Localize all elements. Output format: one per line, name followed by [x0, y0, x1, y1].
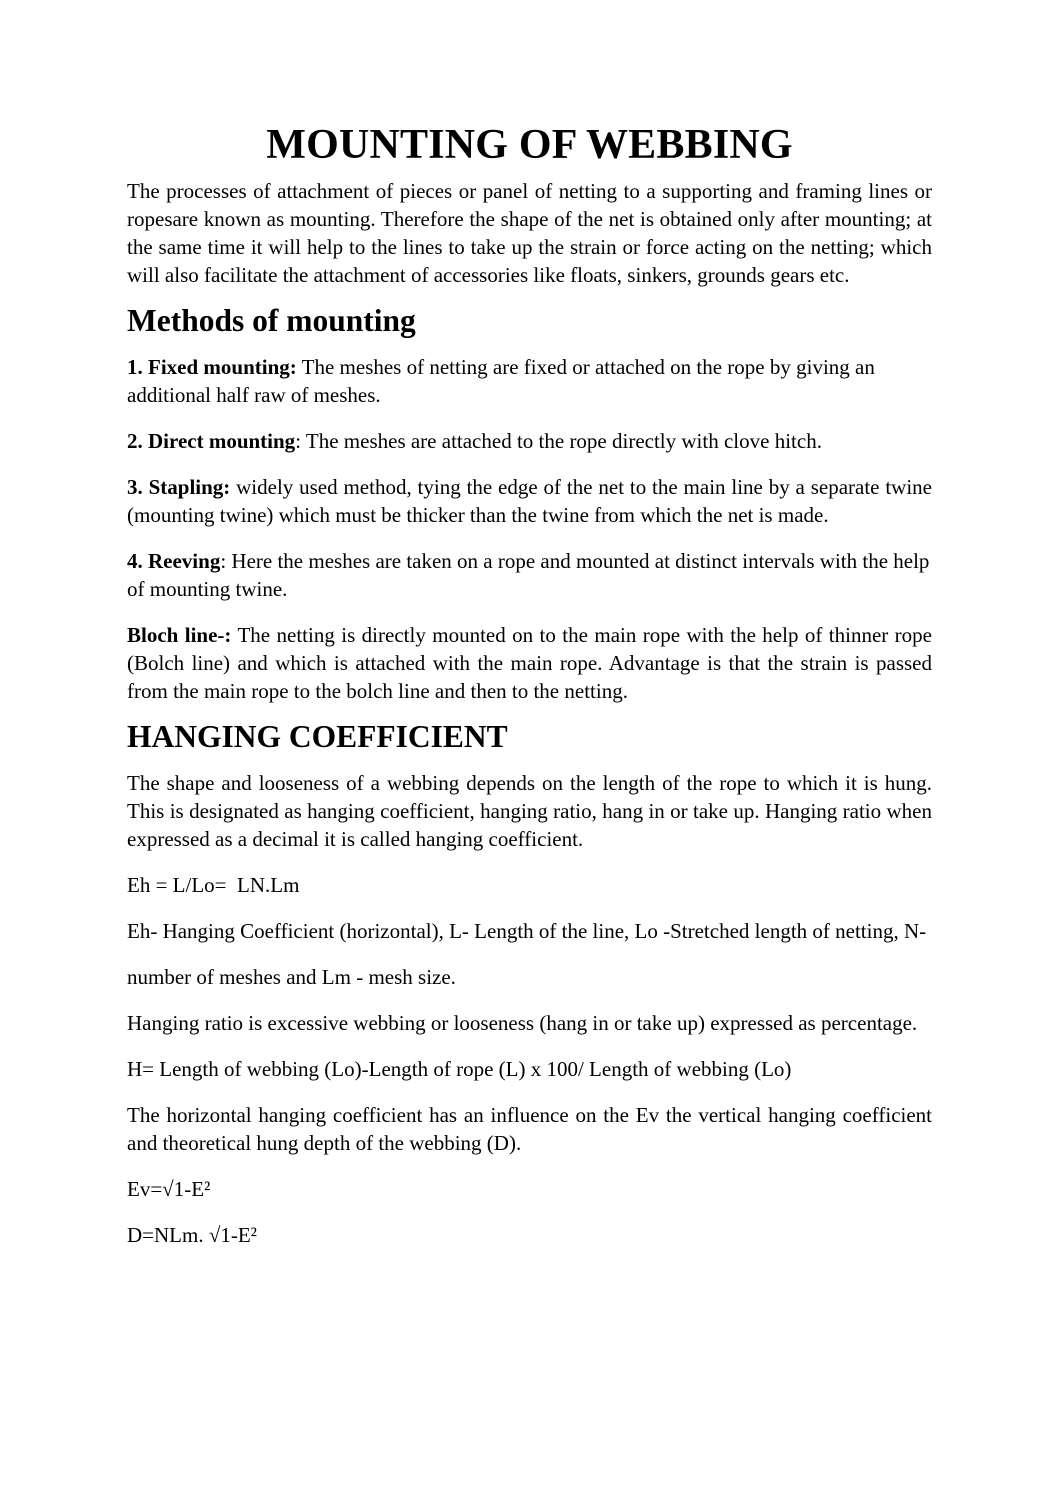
- method-reeving-lead: 4. Reeving: [127, 549, 221, 573]
- method-reeving-text: : Here the meshes are taken on a rope and mounted at distinct intervals with the help of mounting twine.: [127, 549, 930, 601]
- formula-h: H= Length of webbing (Lo)-Length of rope (L) x 100/ Length of webbing (Lo): [127, 1057, 792, 1081]
- methods-heading: Methods of mounting: [127, 303, 416, 338]
- bloch-line-paragraph: [127, 621, 932, 705]
- formula-eh: Eh = L/Lo= LN.Lm: [127, 873, 300, 897]
- method-stapling-lead: 3. Stapling:: [127, 475, 231, 499]
- method-item-reeving: [127, 547, 932, 603]
- bloch-line-text: The netting is directly mounted on to the main rope with the help of thinner rope (Bolch line) and which is attached with the main rope. Advantage is that the strain is passed from the main rope to the bolch line and then to the netting.: [127, 623, 932, 703]
- definitions-continued-paragraph: number of meshes and Lm - mesh size.: [127, 965, 456, 989]
- method-item-fixed-mounting: [127, 353, 932, 409]
- formula-d: D=NLm. √1-E²: [127, 1223, 257, 1247]
- page-title: MOUNTING OF WEBBING: [266, 122, 793, 168]
- method-fixed-lead: 1. Fixed mounting:: [127, 355, 297, 379]
- definitions-paragraph: Eh- Hanging Coefficient (horizontal), L- Length of the line, Lo -Stretched length of netting, N-: [127, 919, 927, 943]
- intro-paragraph: The processes of attachment of pieces or panel of netting to a supporting and framing lines or ropesare known as mounting. Therefore the shape of the net is obtained only after mounting; at the same time it will help to the lines to take up the strain or force acting on the netting; which will also facilitate the attachment of accessories like floats, sinkers, grounds gears etc.: [127, 179, 932, 287]
- hanging-ratio-paragraph: Hanging ratio is excessive webbing or looseness (hang in or take up) expressed as percentage.: [127, 1011, 918, 1035]
- hanging-intro-paragraph: The shape and looseness of a webbing depends on the length of the rope to which it is hung. This is designated as hanging coefficient, hanging ratio, hang in or take up. Hanging ratio when expressed as a decimal it is called hanging coefficient.: [127, 771, 932, 851]
- method-item-stapling: [127, 473, 932, 529]
- method-fixed-text: The meshes of netting are fixed or attached on the rope by giving an additional half raw of meshes.: [127, 355, 875, 407]
- method-direct-lead: 2. Direct mounting: [127, 429, 296, 453]
- hanging-coefficient-heading: HANGING COEFFICIENT: [127, 719, 508, 754]
- method-stapling-text: widely used method, tying the edge of the net to the main line by a separate twine (mounting twine) which must be thicker than the twine from which the net is made.: [127, 475, 932, 527]
- formula-ev: Ev=√1-E²: [127, 1177, 211, 1201]
- bloch-line-lead: Bloch line-:: [127, 623, 232, 647]
- influence-paragraph: The horizontal hanging coefficient has an influence on the Ev the vertical hanging coefficient and theoretical hung depth of the webbing (D).: [127, 1103, 932, 1155]
- method-direct-text: : The meshes are attached to the rope directly with clove hitch.: [295, 429, 822, 453]
- method-item-direct-mounting: [127, 427, 932, 455]
